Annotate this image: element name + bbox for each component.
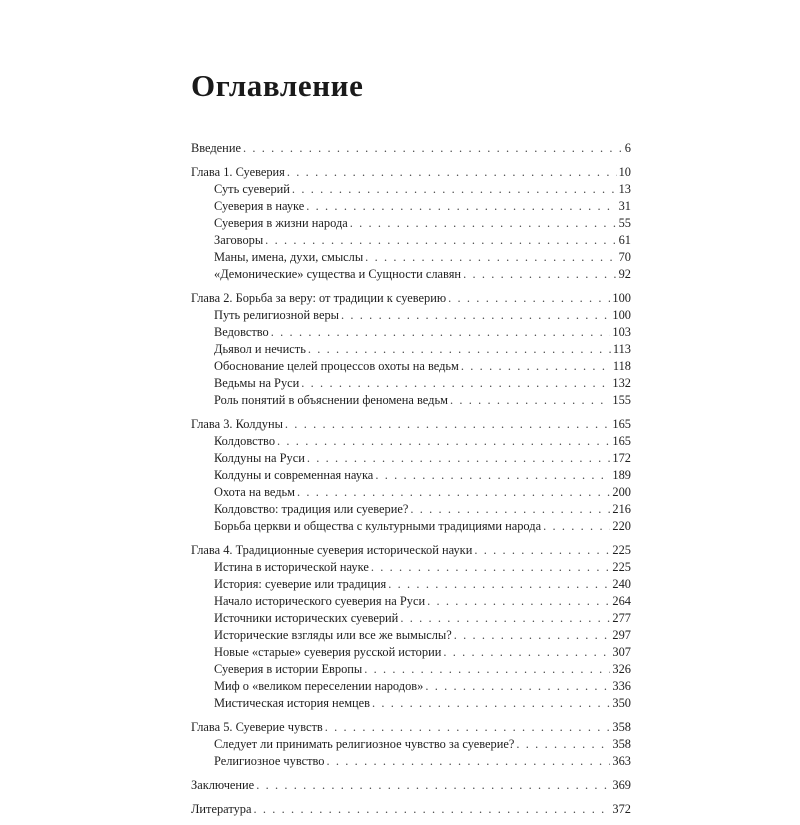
dot-leader bbox=[253, 801, 610, 818]
toc-entry-label: Охота на ведьм bbox=[214, 485, 296, 499]
toc-entry-label: Ведьмы на Руси bbox=[214, 376, 300, 390]
toc-page-number: 240 bbox=[612, 577, 631, 591]
toc-page-number: 369 bbox=[612, 778, 631, 792]
toc-subentry bbox=[191, 661, 631, 678]
toc-subentry bbox=[191, 181, 631, 198]
toc-subentry bbox=[191, 593, 631, 610]
dot-leader bbox=[265, 232, 616, 249]
dot-leader bbox=[543, 518, 610, 535]
toc-page-number: 103 bbox=[612, 325, 631, 339]
toc-entry-label: Глава 3. Колдуны bbox=[191, 417, 283, 431]
dot-leader bbox=[400, 610, 610, 627]
toc-page-number: 100 bbox=[612, 291, 631, 305]
toc-entry-label: Обоснование целей процессов охоты на ведьм bbox=[214, 359, 459, 373]
toc-subentry bbox=[191, 341, 631, 358]
toc-subentry bbox=[191, 198, 631, 215]
toc-page-number: 92 bbox=[618, 267, 631, 281]
toc-chapter-entry bbox=[191, 801, 631, 818]
dot-leader bbox=[375, 467, 610, 484]
toc-page-number: 277 bbox=[612, 611, 631, 625]
toc-page-number: 189 bbox=[612, 468, 631, 482]
toc-subentry bbox=[191, 375, 631, 392]
toc-subentry bbox=[191, 467, 631, 484]
dot-leader bbox=[327, 753, 611, 770]
toc-page-number: 172 bbox=[612, 451, 631, 465]
toc-entry-label: Борьба церкви и общества с культурными традициями народа bbox=[214, 519, 542, 533]
dot-leader bbox=[350, 215, 617, 232]
toc-page-number: 336 bbox=[612, 679, 631, 693]
dot-leader bbox=[307, 450, 611, 467]
dot-leader bbox=[450, 392, 610, 409]
toc-page-number: 31 bbox=[618, 199, 631, 213]
toc-entry-label: Суеверия в науке bbox=[214, 199, 305, 213]
dot-leader bbox=[301, 375, 610, 392]
toc-entry-label: Миф о «великом переселении народов» bbox=[214, 679, 424, 693]
dot-leader bbox=[410, 501, 610, 518]
toc-section bbox=[191, 164, 631, 283]
toc-subentry bbox=[191, 215, 631, 232]
toc-page-number: 200 bbox=[612, 485, 631, 499]
toc-page-number: 118 bbox=[612, 359, 631, 373]
toc-subentry bbox=[191, 576, 631, 593]
toc-section bbox=[191, 801, 631, 818]
dot-leader bbox=[454, 627, 611, 644]
dot-leader bbox=[388, 576, 610, 593]
dot-leader bbox=[256, 777, 610, 794]
toc-entry-label: Суть суеверий bbox=[214, 182, 290, 196]
toc-chapter-entry bbox=[191, 140, 631, 157]
dot-leader bbox=[474, 542, 610, 559]
toc-subentry bbox=[191, 736, 631, 753]
toc-entry-label: Колдовство: традиция или суеверие? bbox=[214, 502, 409, 516]
toc-page-number: 216 bbox=[612, 502, 631, 516]
toc-subentry bbox=[191, 307, 631, 324]
toc-page-number: 61 bbox=[618, 233, 631, 247]
dot-leader bbox=[461, 358, 611, 375]
toc-subentry bbox=[191, 627, 631, 644]
toc-subentry bbox=[191, 392, 631, 409]
toc-entry-label: Введение bbox=[191, 141, 241, 155]
toc-entry-label: Истина в исторической науке bbox=[214, 560, 369, 574]
toc-subentry bbox=[191, 695, 631, 712]
toc-entry-label: Глава 5. Суеверие чувств bbox=[191, 720, 323, 734]
toc-chapter-entry bbox=[191, 777, 631, 794]
toc-page-number: 165 bbox=[612, 417, 631, 431]
toc-entry-label: Роль понятий в объяснении феномена ведьм bbox=[214, 393, 448, 407]
toc-page-number: 358 bbox=[612, 737, 631, 751]
toc-section bbox=[191, 416, 631, 535]
toc-entry-label: Колдуны на Руси bbox=[214, 451, 305, 465]
toc-entry-label: Заключение bbox=[191, 778, 255, 792]
dot-leader bbox=[341, 307, 610, 324]
toc-subentry bbox=[191, 450, 631, 467]
toc-entry-label: Заговоры bbox=[214, 233, 264, 247]
toc-subentry bbox=[191, 501, 631, 518]
dot-leader bbox=[297, 484, 610, 501]
toc-entry-label: Источники исторических суеверий bbox=[214, 611, 399, 625]
toc-entry-label: Глава 4. Традиционные суеверия исторической науки bbox=[191, 543, 473, 557]
dot-leader bbox=[364, 661, 610, 678]
toc-page-number: 155 bbox=[612, 393, 631, 407]
toc-subentry bbox=[191, 644, 631, 661]
toc-page-number: 225 bbox=[612, 560, 631, 574]
toc-entry-label: Колдовство bbox=[214, 434, 276, 448]
toc-chapter-entry bbox=[191, 164, 631, 181]
toc-entry-label: Колдуны и современная наука bbox=[214, 468, 374, 482]
toc-page-number: 264 bbox=[612, 594, 631, 608]
toc-page-number: 363 bbox=[612, 754, 631, 768]
dot-leader bbox=[292, 181, 617, 198]
toc-page-number: 100 bbox=[612, 308, 631, 322]
dot-leader bbox=[425, 678, 610, 695]
toc-page-number: 358 bbox=[612, 720, 631, 734]
dot-leader bbox=[271, 324, 611, 341]
toc-page-number: 225 bbox=[612, 543, 631, 557]
toc-entry-label: Новые «старые» суеверия русской истории bbox=[214, 645, 442, 659]
toc-subentry bbox=[191, 324, 631, 341]
toc-section bbox=[191, 777, 631, 794]
dot-leader bbox=[308, 341, 611, 358]
toc-subentry bbox=[191, 249, 631, 266]
toc-section bbox=[191, 719, 631, 770]
toc-entry-label: Ведовство bbox=[214, 325, 269, 339]
toc-subentry bbox=[191, 358, 631, 375]
toc-subentry bbox=[191, 232, 631, 249]
toc-chapter-entry bbox=[191, 542, 631, 559]
toc-page-number: 165 bbox=[612, 434, 631, 448]
toc-chapter-entry bbox=[191, 416, 631, 433]
toc-entry-label: Дьявол и нечисть bbox=[214, 342, 306, 356]
toc-subentry bbox=[191, 484, 631, 501]
toc-page-number: 6 bbox=[624, 141, 631, 155]
toc-chapter-entry bbox=[191, 719, 631, 736]
toc-page-number: 13 bbox=[618, 182, 631, 196]
toc-page-number: 297 bbox=[612, 628, 631, 642]
toc-page-number: 10 bbox=[618, 165, 631, 179]
dot-leader bbox=[516, 736, 610, 753]
toc-subentry bbox=[191, 433, 631, 450]
dot-leader bbox=[427, 593, 610, 610]
dot-leader bbox=[306, 198, 616, 215]
toc-page-number: 55 bbox=[618, 216, 631, 230]
dot-leader bbox=[277, 433, 610, 450]
toc-subentry bbox=[191, 753, 631, 770]
dot-leader bbox=[365, 249, 616, 266]
toc-entry-label: Следует ли принимать религиозное чувство за суеверие? bbox=[214, 737, 515, 751]
toc-subentry bbox=[191, 678, 631, 695]
toc-entry-label: «Демонические» существа и Сущности славян bbox=[214, 267, 462, 281]
toc-page-number: 350 bbox=[612, 696, 631, 710]
toc-subentry bbox=[191, 610, 631, 627]
toc-page-number: 70 bbox=[618, 250, 631, 264]
toc-entry-label: Мистическая история немцев bbox=[214, 696, 371, 710]
toc-page-number: 372 bbox=[612, 802, 631, 816]
dot-leader bbox=[243, 140, 623, 157]
toc-entry-label: Литература bbox=[191, 802, 252, 816]
toc-entry-label: История: суеверие или традиция bbox=[214, 577, 387, 591]
dot-leader bbox=[325, 719, 611, 736]
dot-leader bbox=[463, 266, 617, 283]
dot-leader bbox=[372, 695, 610, 712]
dot-leader bbox=[443, 644, 610, 661]
toc-page-number: 326 bbox=[612, 662, 631, 676]
page-title: Оглавление bbox=[191, 68, 364, 103]
toc-section bbox=[191, 290, 631, 409]
toc-page-number: 132 bbox=[612, 376, 631, 390]
toc-entry-label: Путь религиозной веры bbox=[214, 308, 339, 322]
toc-entry-label: Начало исторического суеверия на Руси bbox=[214, 594, 426, 608]
toc-section bbox=[191, 140, 631, 157]
toc-entry-label: Маны, имена, духи, смыслы bbox=[214, 250, 364, 264]
table-of-contents bbox=[191, 140, 631, 825]
toc-page-number: 113 bbox=[612, 342, 631, 356]
dot-leader bbox=[371, 559, 611, 576]
toc-subentry bbox=[191, 266, 631, 283]
toc-entry-label: Глава 2. Борьба за веру: от традиции к суеверию bbox=[191, 291, 447, 305]
toc-page-number: 307 bbox=[612, 645, 631, 659]
dot-leader bbox=[287, 164, 617, 181]
toc-entry-label: Суеверия в истории Европы bbox=[214, 662, 363, 676]
toc-chapter-entry bbox=[191, 290, 631, 307]
dot-leader bbox=[285, 416, 611, 433]
toc-entry-label: Исторические взгляды или все же вымыслы? bbox=[214, 628, 452, 642]
dot-leader bbox=[448, 290, 610, 307]
toc-entry-label: Суеверия в жизни народа bbox=[214, 216, 348, 230]
toc-entry-label: Религиозное чувство bbox=[214, 754, 325, 768]
toc-subentry bbox=[191, 559, 631, 576]
toc-subentry bbox=[191, 518, 631, 535]
toc-page-number: 220 bbox=[612, 519, 631, 533]
toc-entry-label: Глава 1. Суеверия bbox=[191, 165, 285, 179]
toc-section bbox=[191, 542, 631, 712]
